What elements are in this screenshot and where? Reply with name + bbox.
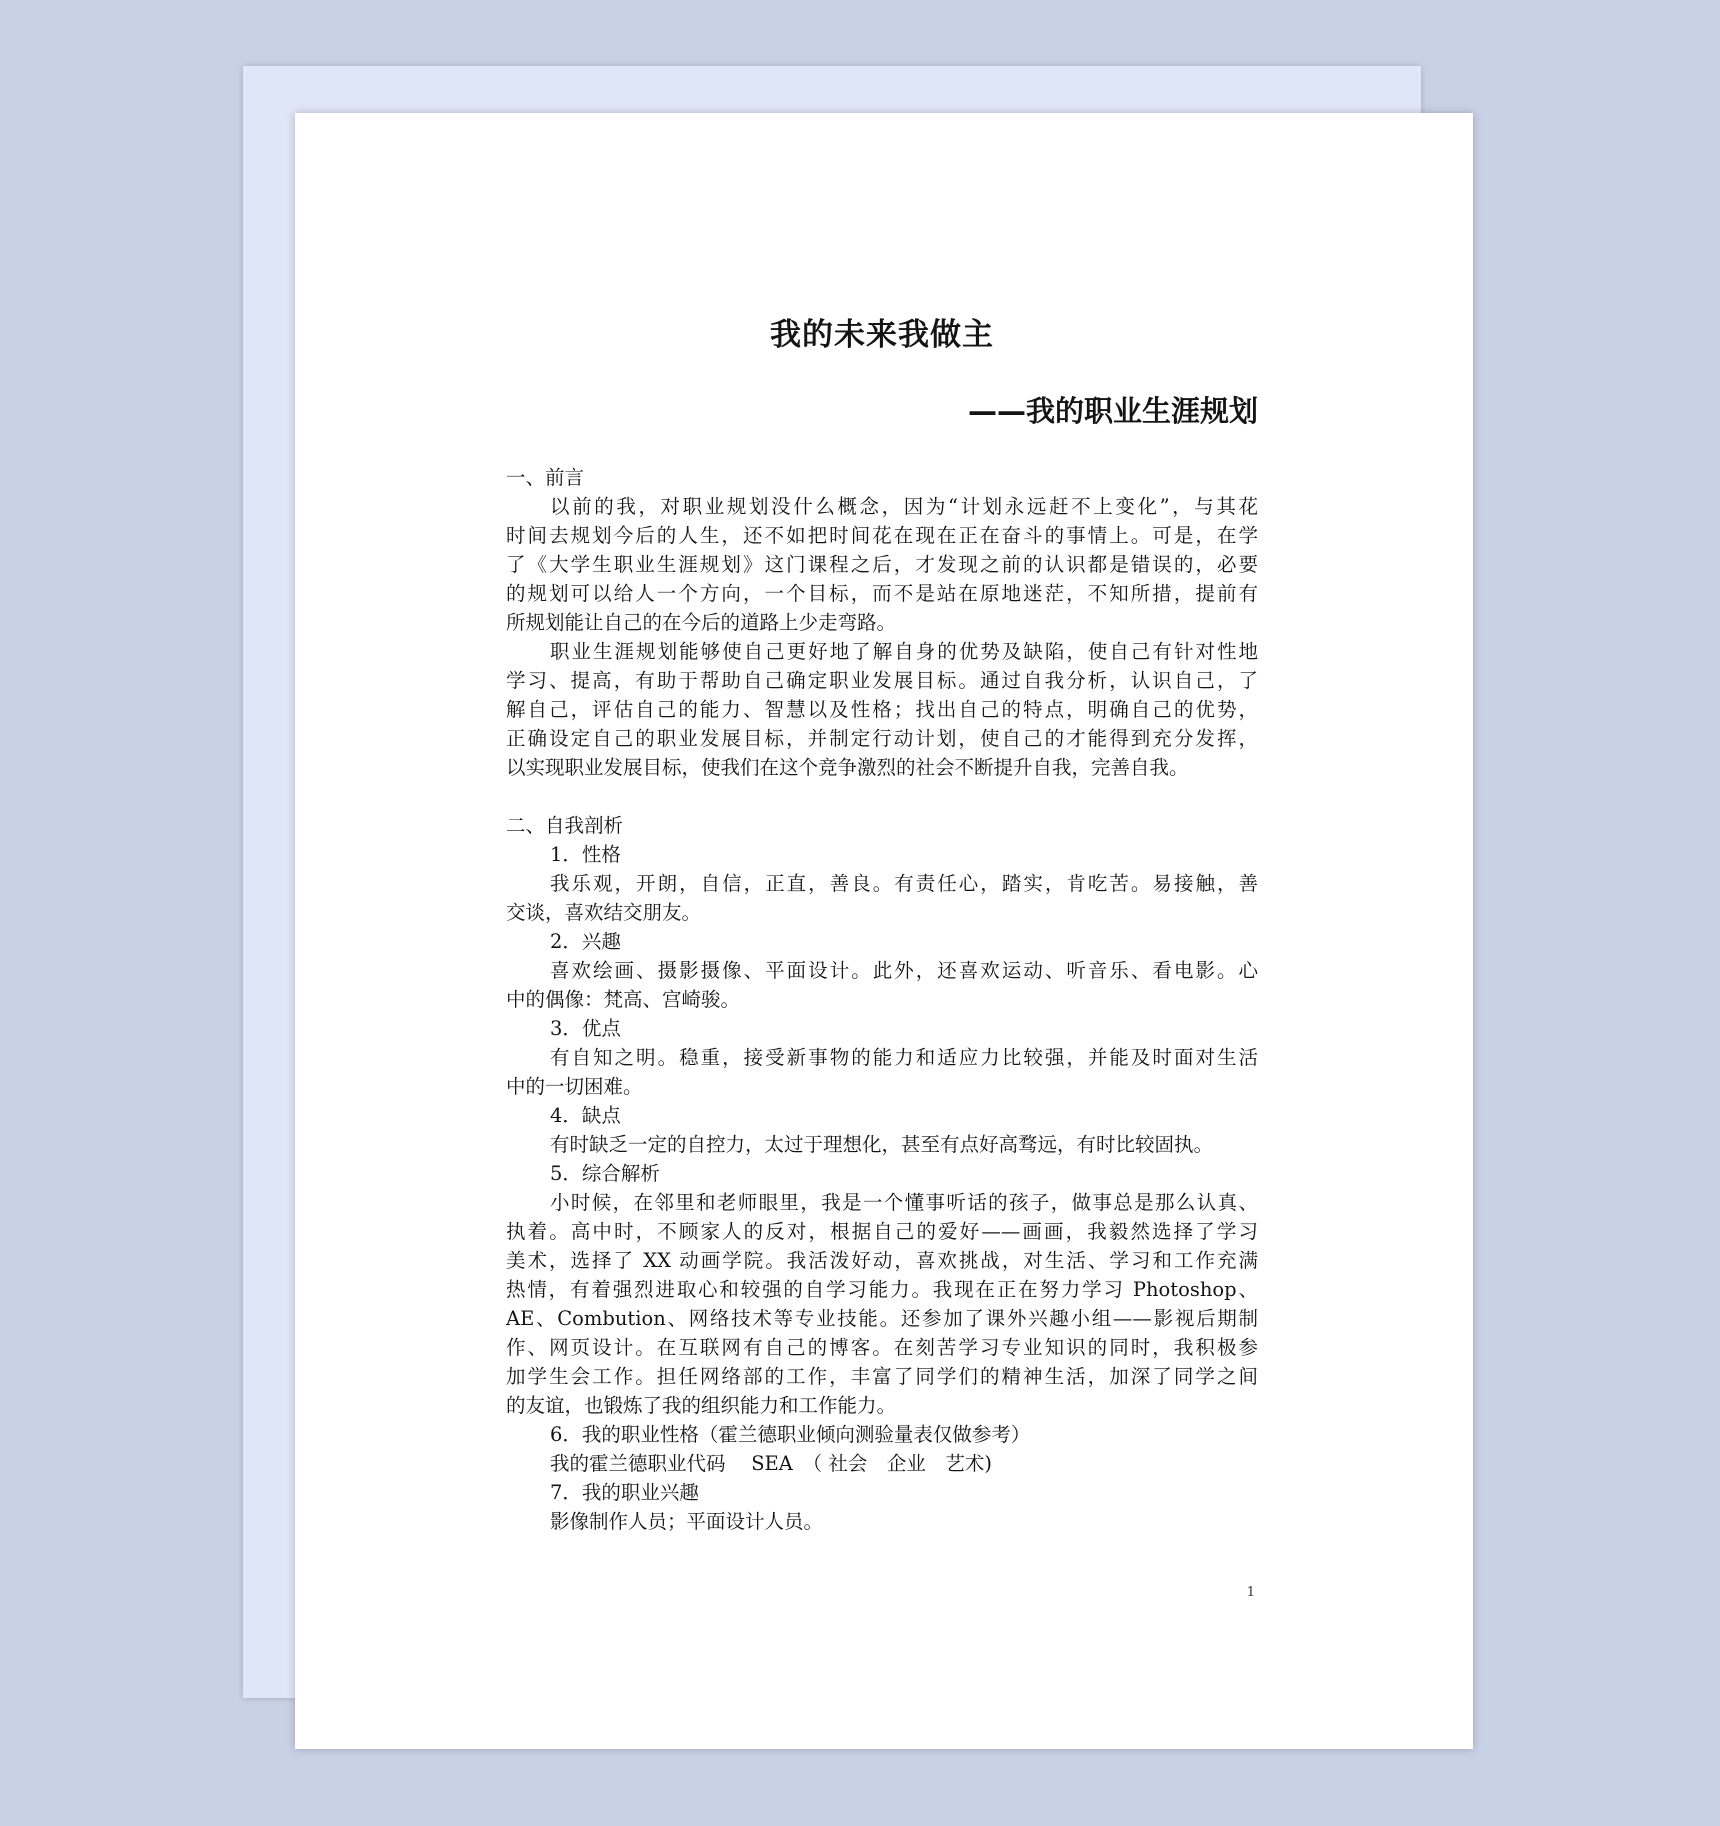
text-line: AE、Combution、网络技术等专业技能。还参加了课外兴趣小组——影视后期制 bbox=[506, 1307, 1258, 1330]
text-line: 执着。高中时，不顾家人的反对，根据自己的爱好——画画，我毅然选择了学习 bbox=[506, 1220, 1258, 1243]
document-body bbox=[506, 463, 1258, 1536]
text-line: 我乐观，开朗，自信，正直，善良。有责任心，踏实，肯吃苦。易接触，善 bbox=[550, 872, 1258, 895]
text-line: 作、网页设计。在互联网有自己的博客。在刻苦学习专业知识的同时，我积极参 bbox=[506, 1336, 1258, 1359]
text-line: 热情，有着强烈进取心和较强的自学习能力。我现在正在努力学习 Photoshop、 bbox=[506, 1278, 1258, 1301]
text-line: 时间去规划今后的人生，还不如把时间花在现在正在奋斗的事情上。可是，在学 bbox=[506, 524, 1258, 547]
text-line: 以实现职业发展目标，使我们在这个竞争激烈的社会不断提升自我，完善自我。 bbox=[506, 756, 1189, 779]
section-heading-self-analysis: 二、自我剖析 bbox=[506, 814, 624, 837]
document-subtitle: ——我的职业生涯规划 bbox=[967, 394, 1258, 428]
section-heading-intro: 一、前言 bbox=[506, 466, 585, 489]
intro-paragraph-2 bbox=[506, 637, 1258, 782]
text-line: 的友谊，也锻炼了我的组织能力和工作能力。 bbox=[506, 1394, 897, 1417]
text-line: 影像制作人员；平面设计人员。 bbox=[550, 1510, 824, 1533]
text-line: 以前的我，对职业规划没什么概念，因为“计划永远赶不上变化”，与其花 bbox=[550, 495, 1258, 518]
text-line: 交谈，喜欢结交朋友。 bbox=[506, 901, 702, 924]
document-title: 我的未来我做主 bbox=[770, 317, 994, 353]
intro-paragraph-1 bbox=[506, 492, 1258, 637]
subheading-career-personality: 6．我的职业性格（霍兰德职业倾向测验量表仅做参考） bbox=[550, 1423, 1031, 1446]
text-line: 解自己，评估自己的能力、智慧以及性格；找出自己的特点，明确自己的优势， bbox=[506, 698, 1258, 721]
text-line: 了《大学生职业生涯规划》这门课程之后，才发现之前的认识都是错误的，必要 bbox=[506, 553, 1258, 576]
subheading-interests: 2．兴趣 bbox=[550, 930, 621, 953]
text-line: 我的霍兰德职业代码 SEA （ 社会 企业 艺术) bbox=[550, 1452, 992, 1475]
subheading-personality: 1．性格 bbox=[550, 843, 621, 866]
text-line: 正确设定自己的职业发展目标，并制定行动计划，使自己的才能得到充分发挥， bbox=[506, 727, 1258, 750]
text-line: 学习、提高，有助于帮助自己确定职业发展目标。通过自我分析，认识自己，了 bbox=[506, 669, 1258, 692]
text-line: 的规划可以给人一个方向，一个目标，而不是站在原地迷茫，不知所措，提前有 bbox=[506, 582, 1258, 605]
text-line: 所规划能让自己的在今后的道路上少走弯路。 bbox=[506, 611, 897, 634]
text-line: 美术，选择了 XX 动画学院。我活泼好动，喜欢挑战，对生活、学习和工作充满 bbox=[506, 1249, 1258, 1272]
subheading-strengths: 3．优点 bbox=[550, 1017, 621, 1040]
text-line: 小时候，在邻里和老师眼里，我是一个懂事听话的孩子，做事总是那么认真、 bbox=[550, 1191, 1258, 1214]
text-line: 有时缺乏一定的自控力，太过于理想化，甚至有点好高骛远，有时比较固执。 bbox=[550, 1133, 1214, 1156]
text-line: 有自知之明。稳重，接受新事物的能力和适应力比较强，并能及时面对生活 bbox=[550, 1046, 1258, 1069]
subheading-career-interest: 7．我的职业兴趣 bbox=[550, 1481, 699, 1504]
page-number: 1 bbox=[1246, 1585, 1255, 1600]
text-line: 中的一切困难。 bbox=[506, 1075, 643, 1098]
text-line: 职业生涯规划能够使自己更好地了解自身的优势及缺陷，使自己有针对性地 bbox=[550, 640, 1258, 663]
blank-line bbox=[506, 782, 1258, 811]
subheading-overall: 5．综合解析 bbox=[550, 1162, 660, 1185]
subheading-weaknesses: 4．缺点 bbox=[550, 1104, 621, 1127]
text-line: 喜欢绘画、摄影摄像、平面设计。此外，还喜欢运动、听音乐、看电影。心 bbox=[550, 959, 1258, 982]
text-line: 中的偶像：梵高、宫崎骏。 bbox=[506, 988, 741, 1011]
document-page bbox=[295, 113, 1473, 1749]
text-line: 加学生会工作。担任网络部的工作，丰富了同学们的精神生活，加深了同学之间 bbox=[506, 1365, 1258, 1388]
